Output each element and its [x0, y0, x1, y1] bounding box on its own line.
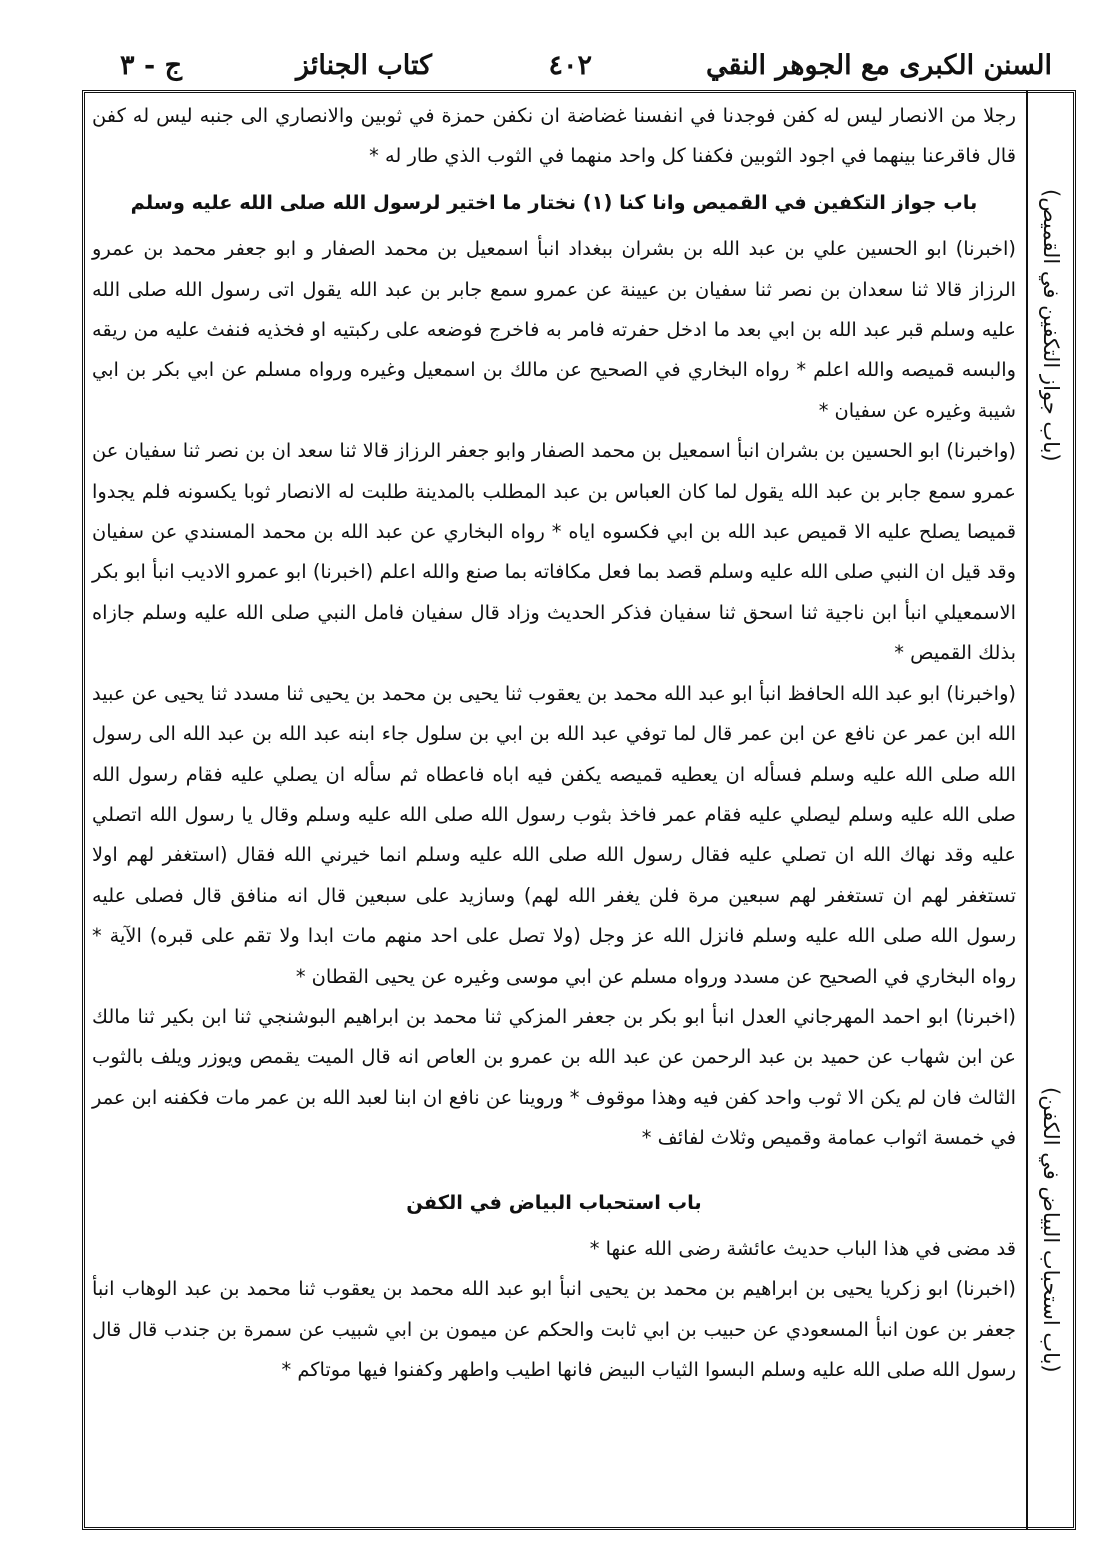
- hadith-paragraph: (اخبرنا) ابو احمد المهرجاني العدل انبأ ابو بكر بن جعفر المزكي ثنا محمد بن ابراهيم البوشنجي ثنا ابن بكير ثنا مالك عن ابن شهاب عن حميد بن عبد الرحمن عن عبد الله بن عمرو بن العاص انه قال الميت يقمص ويوزر ويلف بالثوب الثالث فان لم يكن الا ثوب واحد كفن فيه وهذا موقوف * وروينا عن نافع ان ابنا لعبد الله بن عمر مات فكفنه ابن عمر في خمسة اثواب عمامة وقميص وثلاث لفائف *: [92, 1004, 1016, 1150]
- margin-divider: [1026, 90, 1028, 1530]
- hadith-paragraph: رجلا من الانصار ليس له كفن فوجدنا في انفسنا غضاضة ان نكفن حمزة في ثوبين والانصاري الى جنبه ليس له كفن قال فاقرعنا بينهما في اجود الثوبين فكفنا كل واحد منهما في الثوب الذي طار له *: [92, 104, 1016, 168]
- margin-note: (باب جواز التكفين في القميص): [1039, 188, 1063, 462]
- margin-note: (باب استحباب البياض في الكفن): [1039, 1087, 1063, 1373]
- hadith-paragraph: قد مضى في هذا الباب حديث عائشة رضى الله عنها *: [589, 1236, 1016, 1260]
- hadith-paragraph: (اخبرنا) ابو زكريا يحيى بن ابراهيم بن محمد بن يحيى انبأ ابو عبد الله محمد بن يعقوب ثنا محمد بن عبد الوهاب انبأ جعفر بن عون انبأ المسعودي عن حبيب بن ابي ثابت والحكم عن ميمون بن ابي شبيب عن سمرة بن جندب قال قال رسول الله صلى الله عليه وسلم البسوا الثياب البيض فانها اطيب واطهر وكفنوا فيها موتاكم *: [92, 1277, 1016, 1382]
- hadith-paragraph: (واخبرنا) ابو عبد الله الحافظ انبأ ابو عبد الله محمد بن يعقوب ثنا يحيى بن محمد بن يحيى ثنا مسدد ثنا يحيى عن عبيد الله ابن عمر عن نافع عن ابن عمر قال لما توفي عبد الله بن ابي بن سلول جاء ابنه عبد الله بن عبد الله الى رسول الله صلى الله عليه وسلم فسأله ان يعطيه قميصه يكفن فيه اباه فاعطاه ثم سأله ان يصلي عليه فقام رسول الله صلى الله عليه وسلم ليصلي عليه فقام عمر فاخذ بثوب رسول الله صلى الله عليه وسلم وقال يا رسول الله اتصلي عليه وقد نهاك الله ان تصلي عليه فقال رسول الله صلى الله عليه وسلم انما خيرني الله فقال (استغفر لهم اولا تستغفر لهم ان تستغفر لهم سبعين مرة فلن يغفر الله لهم) وسازيد على سبعين قال انه منافق قال فصلى عليه رسول الله صلى الله عليه وسلم فانزل الله عز وجل (ولا تصل على احد منهم مات ابدا ولا تقم على قبره) الآية * رواه البخاري في الصحيح عن مسدد ورواه مسلم عن ابي موسى وغيره عن يحيى القطان *: [92, 681, 1016, 988]
- volume-number: ج - ٣: [120, 50, 182, 81]
- chapter-heading: باب جواز التكفين في القميص وانا كنا (١) نختار ما اختير لرسول الله صلى الله عليه وسلم: [130, 190, 978, 214]
- book-title: السنن الكبرى مع الجوهر النقي: [705, 50, 1052, 81]
- running-header: [82, 50, 1052, 86]
- section-gap: [88, 1159, 1020, 1177]
- hadith-paragraph: (واخبرنا) ابو الحسين بن بشران انبأ اسمعيل بن محمد الصفار وابو جعفر الرزاز قالا ثنا سعد ان بن نصر ثنا سفيان عن عمرو سمع جابر بن عبد الله يقول لما كان العباس بن عبد المطلب بالمدينة طلبت له الانصار ثوبا يكسونه فلم يجدوا قميصا يصلح عليه الا قميص عبد الله بن ابي فكسوه اياه * رواه البخاري عن عبد الله بن محمد المسندي عن سفيان وقد قيل ان النبي صلى الله عليه وسلم قصد بما فعل مكافاته بما صنع والله اعلم (اخبرنا) ابو عمرو الاديب انبأ ابو بكر الاسمعيلي انبأ ابن ناجية ثنا اسحق ثنا سفيان فذكر الحديث وزاد قال سفيان فامل النبي صلى الله عليه وسلم جازاه بذلك القميص *: [92, 439, 1016, 665]
- page-number: ٤٠٢: [548, 50, 592, 81]
- chapter-title: كتاب الجنائز: [296, 50, 432, 81]
- hadith-paragraph: (اخبرنا) ابو الحسين علي بن عبد الله بن بشران ببغداد انبأ اسمعيل بن محمد الصفار و ابو جعفر محمد بن عمرو الرزاز قالا ثنا سعدان بن نصر ثنا سفيان بن عيينة عن عمرو سمع جابر بن عبد الله يقول اتى رسول الله صلى الله عليه وسلم قبر عبد الله بن ابي بعد ما ادخل حفرته فامر به فاخرج فوضعه على ركبتيه او فخذيه فنفث عليه من ريقه والبسه قميصه والله اعلم * رواه البخاري في الصحيح عن مالك بن اسمعيل وغيره ورواه مسلم عن ابي بكر بن ابي شيبة وغيره عن سفيان *: [92, 237, 1016, 422]
- chapter-heading: باب استحباب البياض في الكفن: [406, 1190, 702, 1214]
- main-text: [88, 96, 1020, 1524]
